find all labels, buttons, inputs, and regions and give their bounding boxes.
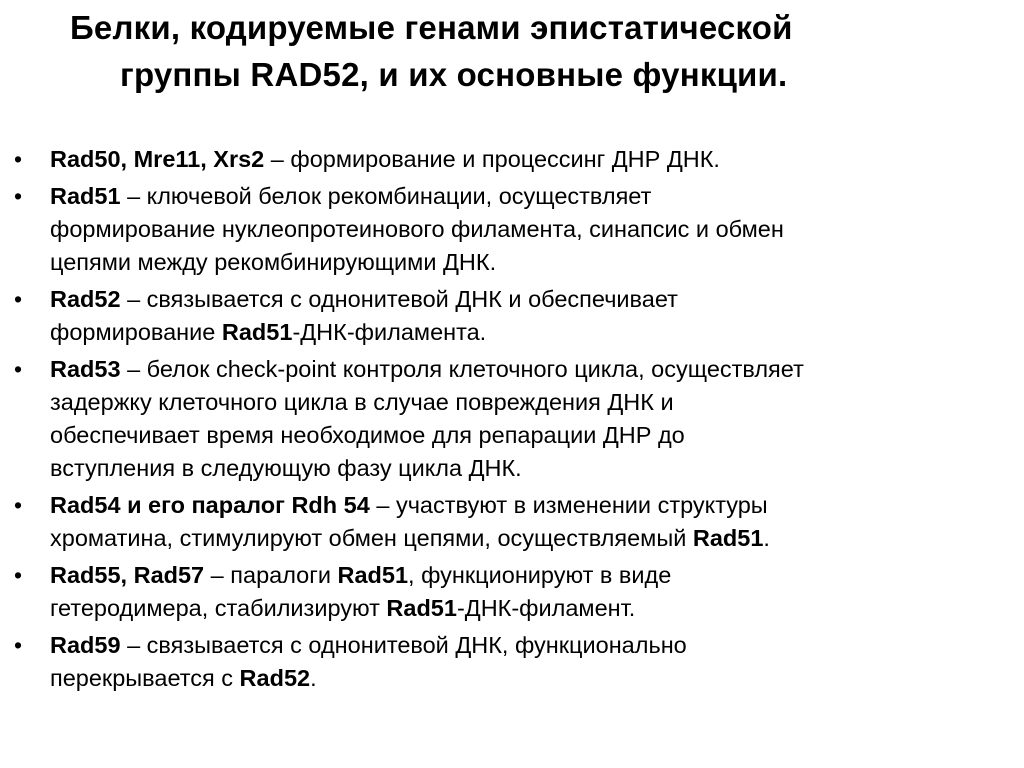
bullet-item — [0, 283, 1024, 349]
description-text: вступления в следующую фазу цикла ДНК. — [50, 455, 522, 481]
bullet-line — [50, 386, 1014, 419]
protein-name: Rad51 — [692, 525, 764, 551]
description-text: формирование нуклеопротеинового филамента, синапсис и обмен — [50, 216, 784, 242]
protein-name: Rad53 — [50, 356, 121, 382]
bullet-line — [50, 180, 1014, 213]
bullet-line — [50, 522, 1014, 555]
bullet-line — [50, 316, 1014, 349]
protein-name: Rad52 — [239, 665, 311, 691]
description-text: хроматина, стимулируют обмен цепями, осуществляемый — [50, 525, 693, 551]
protein-name: Rad59 — [50, 632, 121, 658]
bullet-line — [50, 489, 1014, 522]
bullet-line — [50, 246, 1014, 279]
description-text: – паралоги — [204, 562, 338, 588]
slide-title-line-2: группы RAD52, и их основные функции. — [120, 56, 788, 93]
bullet-line — [50, 662, 1014, 695]
bullet-item — [0, 353, 1024, 485]
protein-name: Rad55, Rad57 — [50, 562, 205, 588]
bullet-dot: • — [14, 632, 23, 658]
slide-title — [70, 4, 970, 98]
bullet-item — [0, 629, 1024, 695]
bullet-line — [50, 283, 1014, 316]
protein-name: Rad51 — [50, 183, 121, 209]
bullet-dot: • — [14, 356, 23, 382]
description-text: -ДНК-филамент. — [456, 595, 636, 621]
description-text: . — [310, 665, 317, 691]
protein-name: Rad50, Mre11, Xrs2 — [50, 146, 265, 172]
bullet-item — [0, 180, 1024, 279]
bullet-line — [50, 213, 1014, 246]
bullet-list — [0, 143, 1024, 699]
bullet-line — [50, 353, 1014, 386]
bullet-line — [50, 559, 1014, 592]
description-text: перекрывается с — [50, 665, 240, 691]
description-text: – связывается с однонитевой ДНК и обеспечивает — [120, 286, 678, 312]
bullet-dot: • — [14, 146, 23, 172]
bullet-item — [0, 489, 1024, 555]
bullet-line — [50, 419, 1014, 452]
bullet-dot: • — [14, 183, 23, 209]
protein-name: Rad52 — [50, 286, 121, 312]
description-text: – белок check-point контроля клеточного цикла, осуществляет — [120, 356, 804, 382]
description-text: задержку клеточного цикла в случае повреждения ДНК и — [50, 389, 674, 415]
protein-name: Rad54 и его паралог Rdh 54 — [50, 492, 370, 518]
bullet-dot: • — [14, 286, 23, 312]
description-text: – формирование и процессинг ДНР ДНК. — [264, 146, 720, 172]
description-text: -ДНК-филамента. — [292, 319, 487, 345]
description-text: – участвуют в изменении структуры — [369, 492, 768, 518]
description-text: цепями между рекомбинирующими ДНК. — [50, 249, 497, 275]
slide-title-line-1: Белки, кодируемые генами эпистатической — [70, 9, 793, 46]
description-text: – связывается с однонитевой ДНК, функционально — [120, 632, 687, 658]
bullet-item — [0, 143, 1024, 176]
bullet-dot: • — [14, 492, 23, 518]
bullet-line — [50, 452, 1014, 485]
bullet-item — [0, 559, 1024, 625]
protein-name: Rad51 — [386, 595, 457, 621]
description-text: обеспечивает время необходимое для репарации ДНР до — [50, 422, 685, 448]
bullet-line — [50, 143, 1014, 176]
description-text: . — [763, 525, 770, 551]
protein-name: Rad51 — [221, 319, 293, 345]
description-text: формирование — [50, 319, 222, 345]
description-text: , функционируют в виде — [408, 562, 672, 588]
description-text: – ключевой белок рекомбинации, осуществляет — [120, 183, 652, 209]
bullet-line — [50, 592, 1014, 625]
description-text: гетеродимера, стабилизируют — [50, 595, 387, 621]
bullet-dot: • — [14, 562, 23, 588]
protein-name: Rad51 — [337, 562, 409, 588]
bullet-line — [50, 629, 1014, 662]
